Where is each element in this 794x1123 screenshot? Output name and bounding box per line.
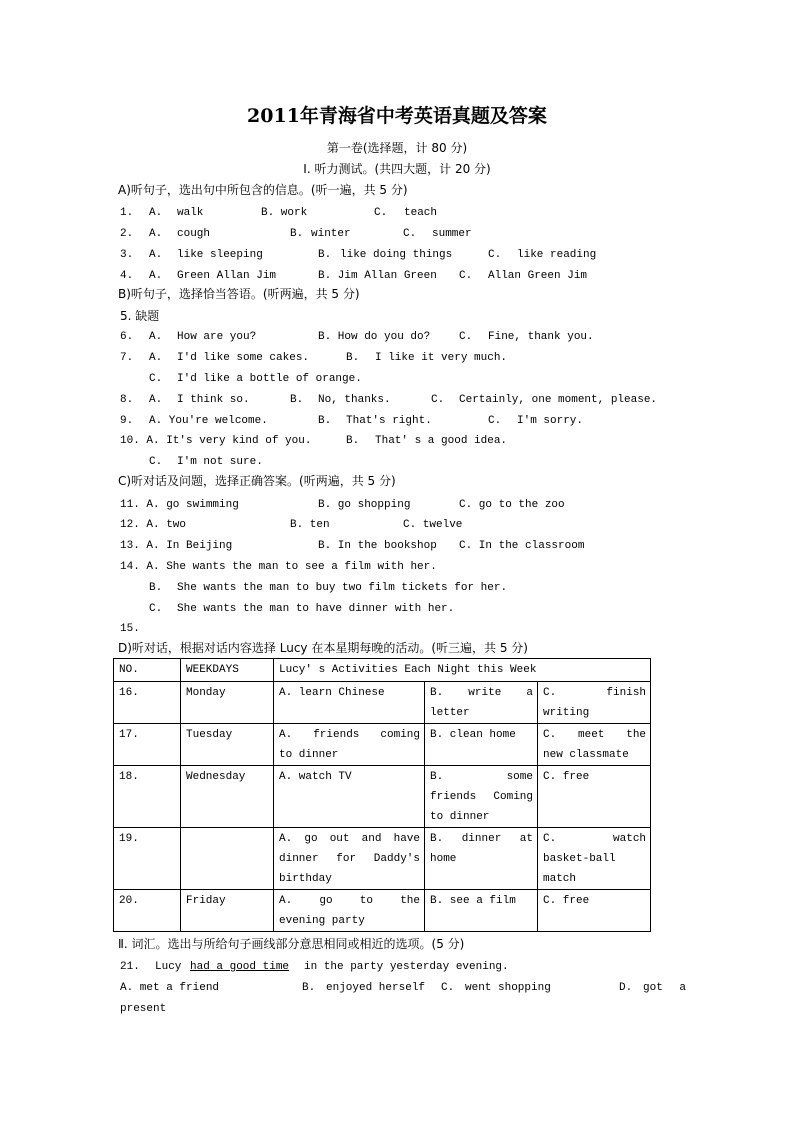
option: B. work: [261, 207, 308, 219]
option: B.: [290, 394, 304, 406]
option: winter: [311, 228, 351, 240]
cell-line: Friday: [186, 895, 226, 907]
q-num: 1.: [120, 207, 134, 219]
cell-option-c: [538, 724, 651, 766]
option: A.: [149, 331, 163, 343]
option: B.: [346, 435, 360, 447]
option: B.: [290, 228, 304, 240]
option: A.: [149, 228, 163, 240]
option: C. go to the zoo: [459, 499, 565, 511]
option: C.: [431, 394, 445, 406]
table-row: [114, 682, 651, 724]
cell-option-c: [538, 828, 651, 890]
cell-no: [114, 682, 181, 724]
cell-weekday: [181, 890, 274, 932]
option: cough: [177, 228, 211, 240]
cell-line: A. learn Chinese: [279, 687, 385, 699]
cell-line: 20.: [119, 895, 139, 907]
cell-line: B. write a: [430, 687, 533, 699]
option: I think so.: [177, 394, 250, 406]
option: C.: [149, 373, 163, 385]
cell-line: C. meet the: [543, 729, 647, 741]
option: I like it very much.: [375, 352, 508, 364]
option: walk: [177, 207, 204, 219]
cell-weekday: [181, 828, 274, 890]
option: present: [120, 1003, 167, 1015]
cell-line: new classmate: [543, 749, 629, 761]
table-row: [114, 724, 651, 766]
question-5: 5. 缺题: [120, 309, 160, 323]
q-num: 4.: [120, 270, 134, 282]
option: B. Jim Allan Green: [318, 270, 437, 282]
cell-line: dinner for Daddy's: [279, 853, 420, 865]
option: 12. A. two: [120, 519, 187, 531]
cell-option-c: [538, 682, 651, 724]
option: C.: [441, 982, 455, 994]
option: B.: [318, 415, 332, 427]
option: She wants the man to buy two film tickets for her.: [177, 582, 508, 594]
sentence-text: in the party yesterday evening.: [304, 961, 509, 973]
table-row: [114, 766, 651, 828]
cell-option-a: [274, 828, 425, 890]
option: B.: [346, 352, 360, 364]
cell-line: 17.: [119, 729, 139, 741]
question-15: 15.: [120, 623, 140, 635]
cell-line: A. friends coming: [279, 729, 420, 741]
option: C.: [149, 456, 163, 468]
sentence-text: Lucy: [155, 961, 182, 973]
option: Fine, thank you.: [488, 331, 594, 343]
option: A.: [149, 394, 163, 406]
option: 11. A. go swimming: [120, 499, 239, 511]
cell-option-b: [425, 828, 538, 890]
option: C.: [459, 270, 473, 282]
option: summer: [432, 228, 472, 240]
cell-weekday: [181, 724, 274, 766]
section-a-heading: A)听句子，选出句中所包含的信息。(听一遍，共 5 分): [118, 183, 408, 197]
option: A. You're welcome.: [149, 415, 268, 427]
header-weekdays: WEEKDAYS: [181, 659, 274, 682]
option: She wants the man to have dinner with her.: [177, 603, 455, 615]
q-num: 9.: [120, 415, 134, 427]
option: 14. A. She wants the man to see a film with her.: [120, 561, 437, 573]
document-title: 2011年青海省中考英语真题及答案: [247, 105, 547, 127]
option: D.: [619, 982, 633, 994]
option: like reading: [517, 249, 597, 261]
cell-line: C. free: [543, 895, 590, 907]
cell-line: 19.: [119, 833, 139, 845]
q-num: 7.: [120, 352, 134, 364]
part1-heading: I. 听力测试。(共四大题，计 20 分): [303, 162, 491, 176]
cell-no: [114, 766, 181, 828]
option: went shopping: [465, 982, 551, 994]
cell-weekday: [181, 682, 274, 724]
option: B.: [302, 982, 316, 994]
cell-line: to dinner: [430, 811, 490, 823]
cell-option-b: [425, 766, 538, 828]
cell-line: match: [543, 873, 577, 885]
option: B. How do you do?: [318, 331, 431, 343]
option: How are you?: [177, 331, 257, 343]
cell-line: writing: [543, 707, 590, 719]
option: B. ten: [290, 519, 330, 531]
cell-option-b: [425, 682, 538, 724]
option: like sleeping: [177, 249, 263, 261]
table-header-row: [114, 659, 651, 682]
q-num: 6.: [120, 331, 134, 343]
cell-line: basket-ball: [543, 853, 616, 865]
option: enjoyed herself: [326, 982, 426, 994]
option: A.: [149, 352, 163, 364]
option: C.: [488, 249, 502, 261]
section-d-heading: D)听对话，根据对话内容选择 Lucy 在本星期每晚的活动。(听三遍，共 5 分): [118, 641, 528, 655]
cell-line: letter: [430, 707, 470, 719]
cell-option-b: [425, 724, 538, 766]
cell-line: A. watch TV: [279, 771, 352, 783]
cell-no: [114, 724, 181, 766]
cell-option-a: [274, 890, 425, 932]
option: B. In the bookshop: [318, 540, 437, 552]
option: A. met a friend: [120, 982, 220, 994]
cell-line: A. go to the: [279, 895, 420, 907]
option: B.: [149, 582, 163, 594]
q-num: 2.: [120, 228, 134, 240]
cell-weekday: [181, 766, 274, 828]
cell-line: B. clean home: [430, 729, 516, 741]
cell-option-c: [538, 890, 651, 932]
option: B. go shopping: [318, 499, 411, 511]
cell-line: B. see a film: [430, 895, 516, 907]
header-activities: Lucy' s Activities Each Night this Week: [274, 659, 651, 682]
cell-line: Wednesday: [186, 771, 246, 783]
underlined-phrase: had a good time: [190, 961, 290, 973]
section-c-heading: C)听对话及问题，选择正确答案。(听两遍，共 5 分): [118, 474, 396, 488]
cell-line: 18.: [119, 771, 139, 783]
option: Green Allan Jim: [177, 270, 277, 282]
option: Certainly, one moment, please.: [459, 394, 658, 406]
cell-option-b: [425, 890, 538, 932]
cell-option-a: [274, 682, 425, 724]
table-row: [114, 890, 651, 932]
option: like doing things: [340, 249, 453, 261]
q-num: 8.: [120, 394, 134, 406]
volume-heading: 第一卷(选择题，计 80 分): [326, 141, 468, 155]
option: C.: [403, 228, 417, 240]
q-num: 21.: [120, 961, 140, 973]
option: teach: [404, 207, 438, 219]
option: C.: [488, 415, 502, 427]
cell-line: home: [430, 853, 457, 865]
option: C.: [459, 331, 473, 343]
cell-line: B. dinner at: [430, 833, 533, 845]
cell-line: C. free: [543, 771, 590, 783]
cell-line: to dinner: [279, 749, 339, 761]
table-row: [114, 828, 651, 890]
cell-line: B. some: [430, 771, 533, 783]
cell-line: Monday: [186, 687, 226, 699]
option: I'm not sure.: [177, 456, 263, 468]
cell-no: [114, 890, 181, 932]
option: C.: [374, 207, 388, 219]
cell-line: C. finish: [543, 687, 647, 699]
cell-line: C. watch: [543, 833, 647, 845]
cell-line: evening party: [279, 915, 365, 927]
cell-no: [114, 828, 181, 890]
cell-line: Tuesday: [186, 729, 233, 741]
cell-line: birthday: [279, 873, 332, 885]
option: That's right.: [346, 415, 432, 427]
option: 13. A. In Beijing: [120, 540, 233, 552]
option: I'm sorry.: [517, 415, 584, 427]
option: I'd like a bottle of orange.: [177, 373, 362, 385]
cell-line: 16.: [119, 687, 139, 699]
option: I'd like some cakes.: [177, 352, 310, 364]
option: 10. A. It's very kind of you.: [120, 435, 312, 447]
option: A.: [149, 249, 163, 261]
cell-option-a: [274, 724, 425, 766]
cell-option-c: [538, 766, 651, 828]
part2-heading: Ⅱ. 词汇。选出与所给句子画线部分意思相同或相近的选项。(5 分): [118, 937, 465, 951]
header-no: NO.: [114, 659, 181, 682]
option: got a: [643, 982, 687, 994]
activities-table: [113, 658, 651, 932]
option: C. twelve: [403, 519, 463, 531]
option: A.: [149, 270, 163, 282]
option: C. In the classroom: [459, 540, 585, 552]
q-num: 3.: [120, 249, 134, 261]
option: Allan Green Jim: [488, 270, 588, 282]
option: That' s a good idea.: [375, 435, 508, 447]
option: No, thanks.: [318, 394, 391, 406]
cell-option-a: [274, 766, 425, 828]
section-b-heading: B)听句子，选择恰当答语。(听两遍，共 5 分): [118, 287, 360, 301]
option: C.: [149, 603, 163, 615]
cell-line: friends Coming: [430, 791, 533, 803]
cell-line: A. go out and have: [279, 833, 420, 845]
option: A.: [149, 207, 163, 219]
option: B.: [318, 249, 332, 261]
